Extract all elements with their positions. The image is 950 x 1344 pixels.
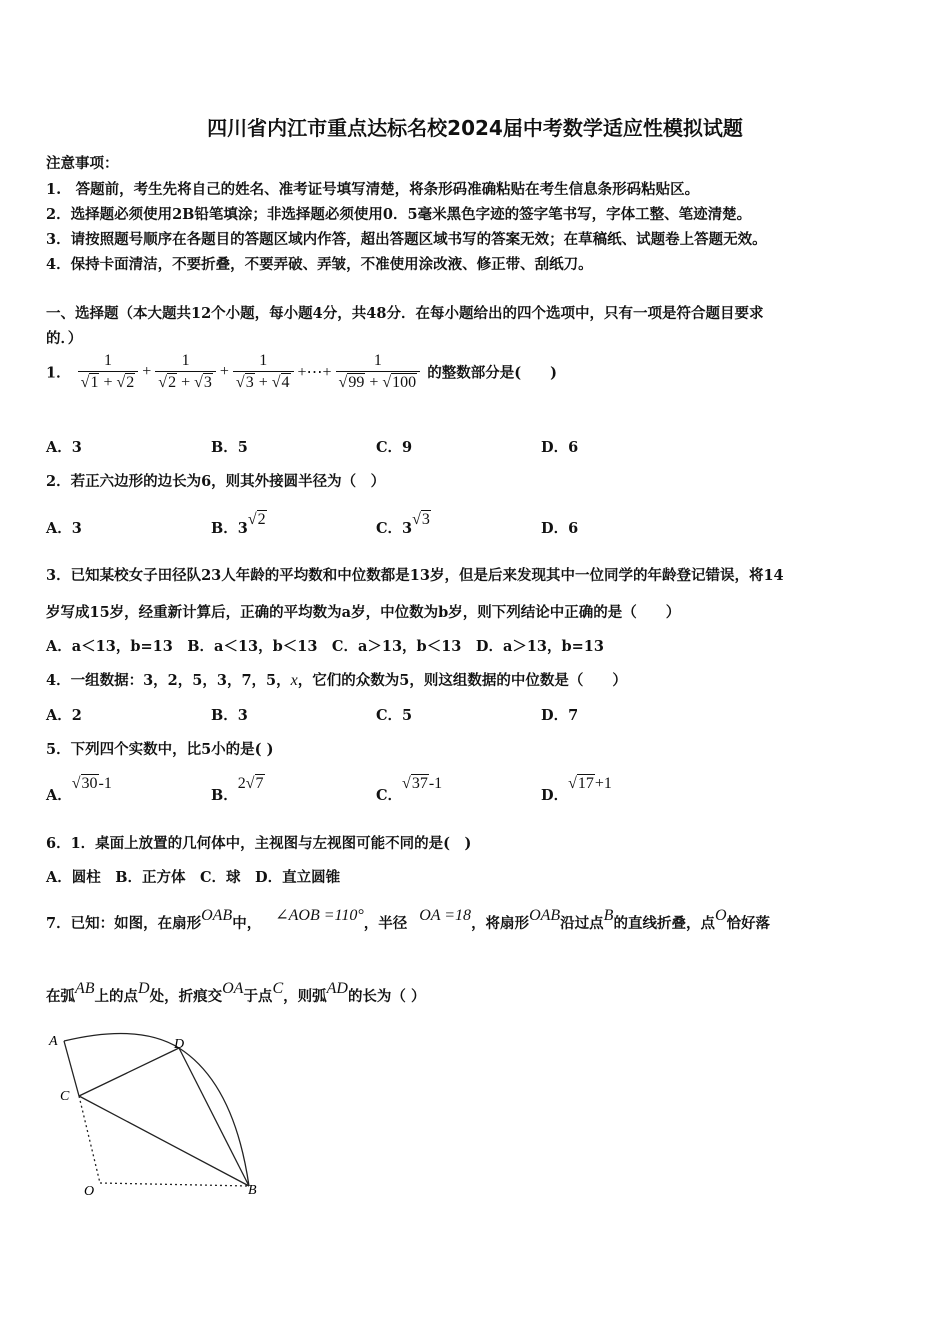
- notice-item-1: 1. 答题前，考生先将自己的姓名、准考证号填写清楚，将条形码准确粘贴在考生信息条形码粘贴区。: [46, 181, 700, 198]
- notice-item-2: 2．选择题必须使用2B铅笔填涂；非选择题必须使用0．5毫米黑色字迹的签字笔书写，字体工整、笔迹清楚。: [46, 206, 752, 223]
- fraction-2: $\frac{1}{√2 + √3}$: [155, 352, 216, 392]
- question-number: 1．: [46, 364, 71, 382]
- fraction-1: $\frac{1}{√1 + √2}$: [78, 352, 139, 392]
- notice-item-4: 4．保持卡面清洁，不要折叠，不要弄破、弄皱，不准使用涂改液、修正带、刮纸刀。: [46, 256, 593, 273]
- q2-option-d: D．6: [541, 520, 579, 537]
- arc-ab: [64, 1033, 249, 1186]
- question-6: 6．1．桌面上放置的几何体中，主视图与左视图可能不同的是( ): [46, 835, 472, 852]
- segment-co-dashed: [79, 1096, 100, 1183]
- q5-option-c: C．√37-1: [376, 775, 443, 804]
- question-2: 2．若正六边形的边长为6，则其外接圆半径为（ ）: [46, 473, 386, 490]
- q1-option-c: C．9: [376, 439, 413, 456]
- segment-cb: [79, 1096, 249, 1186]
- q4-option-c: C．5: [376, 707, 413, 724]
- q2-option-a: A．3: [46, 520, 82, 537]
- label-a: A: [49, 1034, 58, 1049]
- label-b: B: [248, 1183, 257, 1198]
- page-title: 四川省内江市重点达标名校2024届中考数学适应性模拟试题: [207, 116, 743, 140]
- question-3-line1: 3．已知某校女子田径队23人年龄的平均数和中位数都是13岁，但是后来发现其中一位同学的年龄登记错误，将14: [46, 567, 784, 584]
- question-1-tail: 的整数部分是( ): [427, 364, 557, 382]
- question-7-line1: 7．已知：如图，在扇形OAB中， ∠AOB =110°，半径 OA =18，将扇形OAB沿过点B的直线折叠，点O恰好落: [46, 907, 771, 932]
- fraction-3: $\frac{1}{√3 + √4}$: [233, 352, 294, 392]
- sector-fold-figure: [44, 1028, 274, 1208]
- q1-option-d: D．6: [541, 439, 579, 456]
- q2-option-b: B．3√2: [211, 511, 266, 537]
- q3-options: A．a＜13，b=13 B．a＜13，b＜13 C．a＞13，b＜13 D．a＞13，b=13: [46, 638, 604, 655]
- section-heading-line1: 一、选择题（本大题共12个小题，每小题4分，共48分．在每小题给出的四个选项中，只有一项是符合题目要求: [46, 305, 764, 322]
- q4-option-d: D．7: [541, 707, 579, 724]
- question-5: 5．下列四个实数中，比5小的是( ): [46, 741, 274, 758]
- label-d: D: [174, 1037, 185, 1052]
- q2-option-c: C．3√3: [376, 511, 430, 537]
- fraction-last: $\frac{1}{√99 + √100}$: [336, 352, 421, 392]
- label-o: O: [84, 1184, 95, 1199]
- q5-option-a: A．√30-1: [46, 775, 112, 804]
- segment-ac: [64, 1041, 79, 1096]
- segment-db: [179, 1048, 249, 1186]
- question-1: 1． $\frac{1}{√1 + √2}$ + $\frac{1}{√2 + √3}$ + $\frac{1}{√3 + √4}$ +⋯+ $\frac{1}{√99 + √100}$ 的整数部分是( ): [46, 352, 557, 391]
- section-heading-line2: 的．）: [46, 330, 83, 347]
- label-c: C: [60, 1089, 70, 1104]
- q5-option-d: D．√17+1: [541, 775, 612, 804]
- q4-option-b: B．3: [211, 707, 248, 724]
- question-4: 4．一组数据：3，2，5，3，7，5，x，它们的众数为5，则这组数据的中位数是（ ）: [46, 672, 627, 689]
- notice-item-3: 3．请按照题号顺序在各题目的答题区域内作答，超出答题区域书写的答案无效；在草稿纸、试题卷上答题无效。: [46, 231, 767, 248]
- q1-option-b: B．5: [211, 439, 248, 456]
- question-3-line2: 岁写成15岁，经重新计算后，正确的平均数为a岁，中位数为b岁，则下列结论中正确的是（ ）: [46, 604, 681, 621]
- notice-heading: 注意事项：: [46, 155, 119, 172]
- q5-option-b: B．2√7: [211, 775, 264, 804]
- q4-option-a: A．2: [46, 707, 82, 724]
- question-7-line2: 在弧AB上的点D处，折痕交OA于点C，则弧AD的长为（ ）: [46, 980, 426, 1005]
- q6-options: A．圆柱 B．正方体 C．球 D．直立圆锥: [46, 869, 341, 886]
- segment-ob-dashed: [100, 1183, 249, 1186]
- q1-option-a: A．3: [46, 439, 82, 456]
- segment-cd: [79, 1048, 179, 1096]
